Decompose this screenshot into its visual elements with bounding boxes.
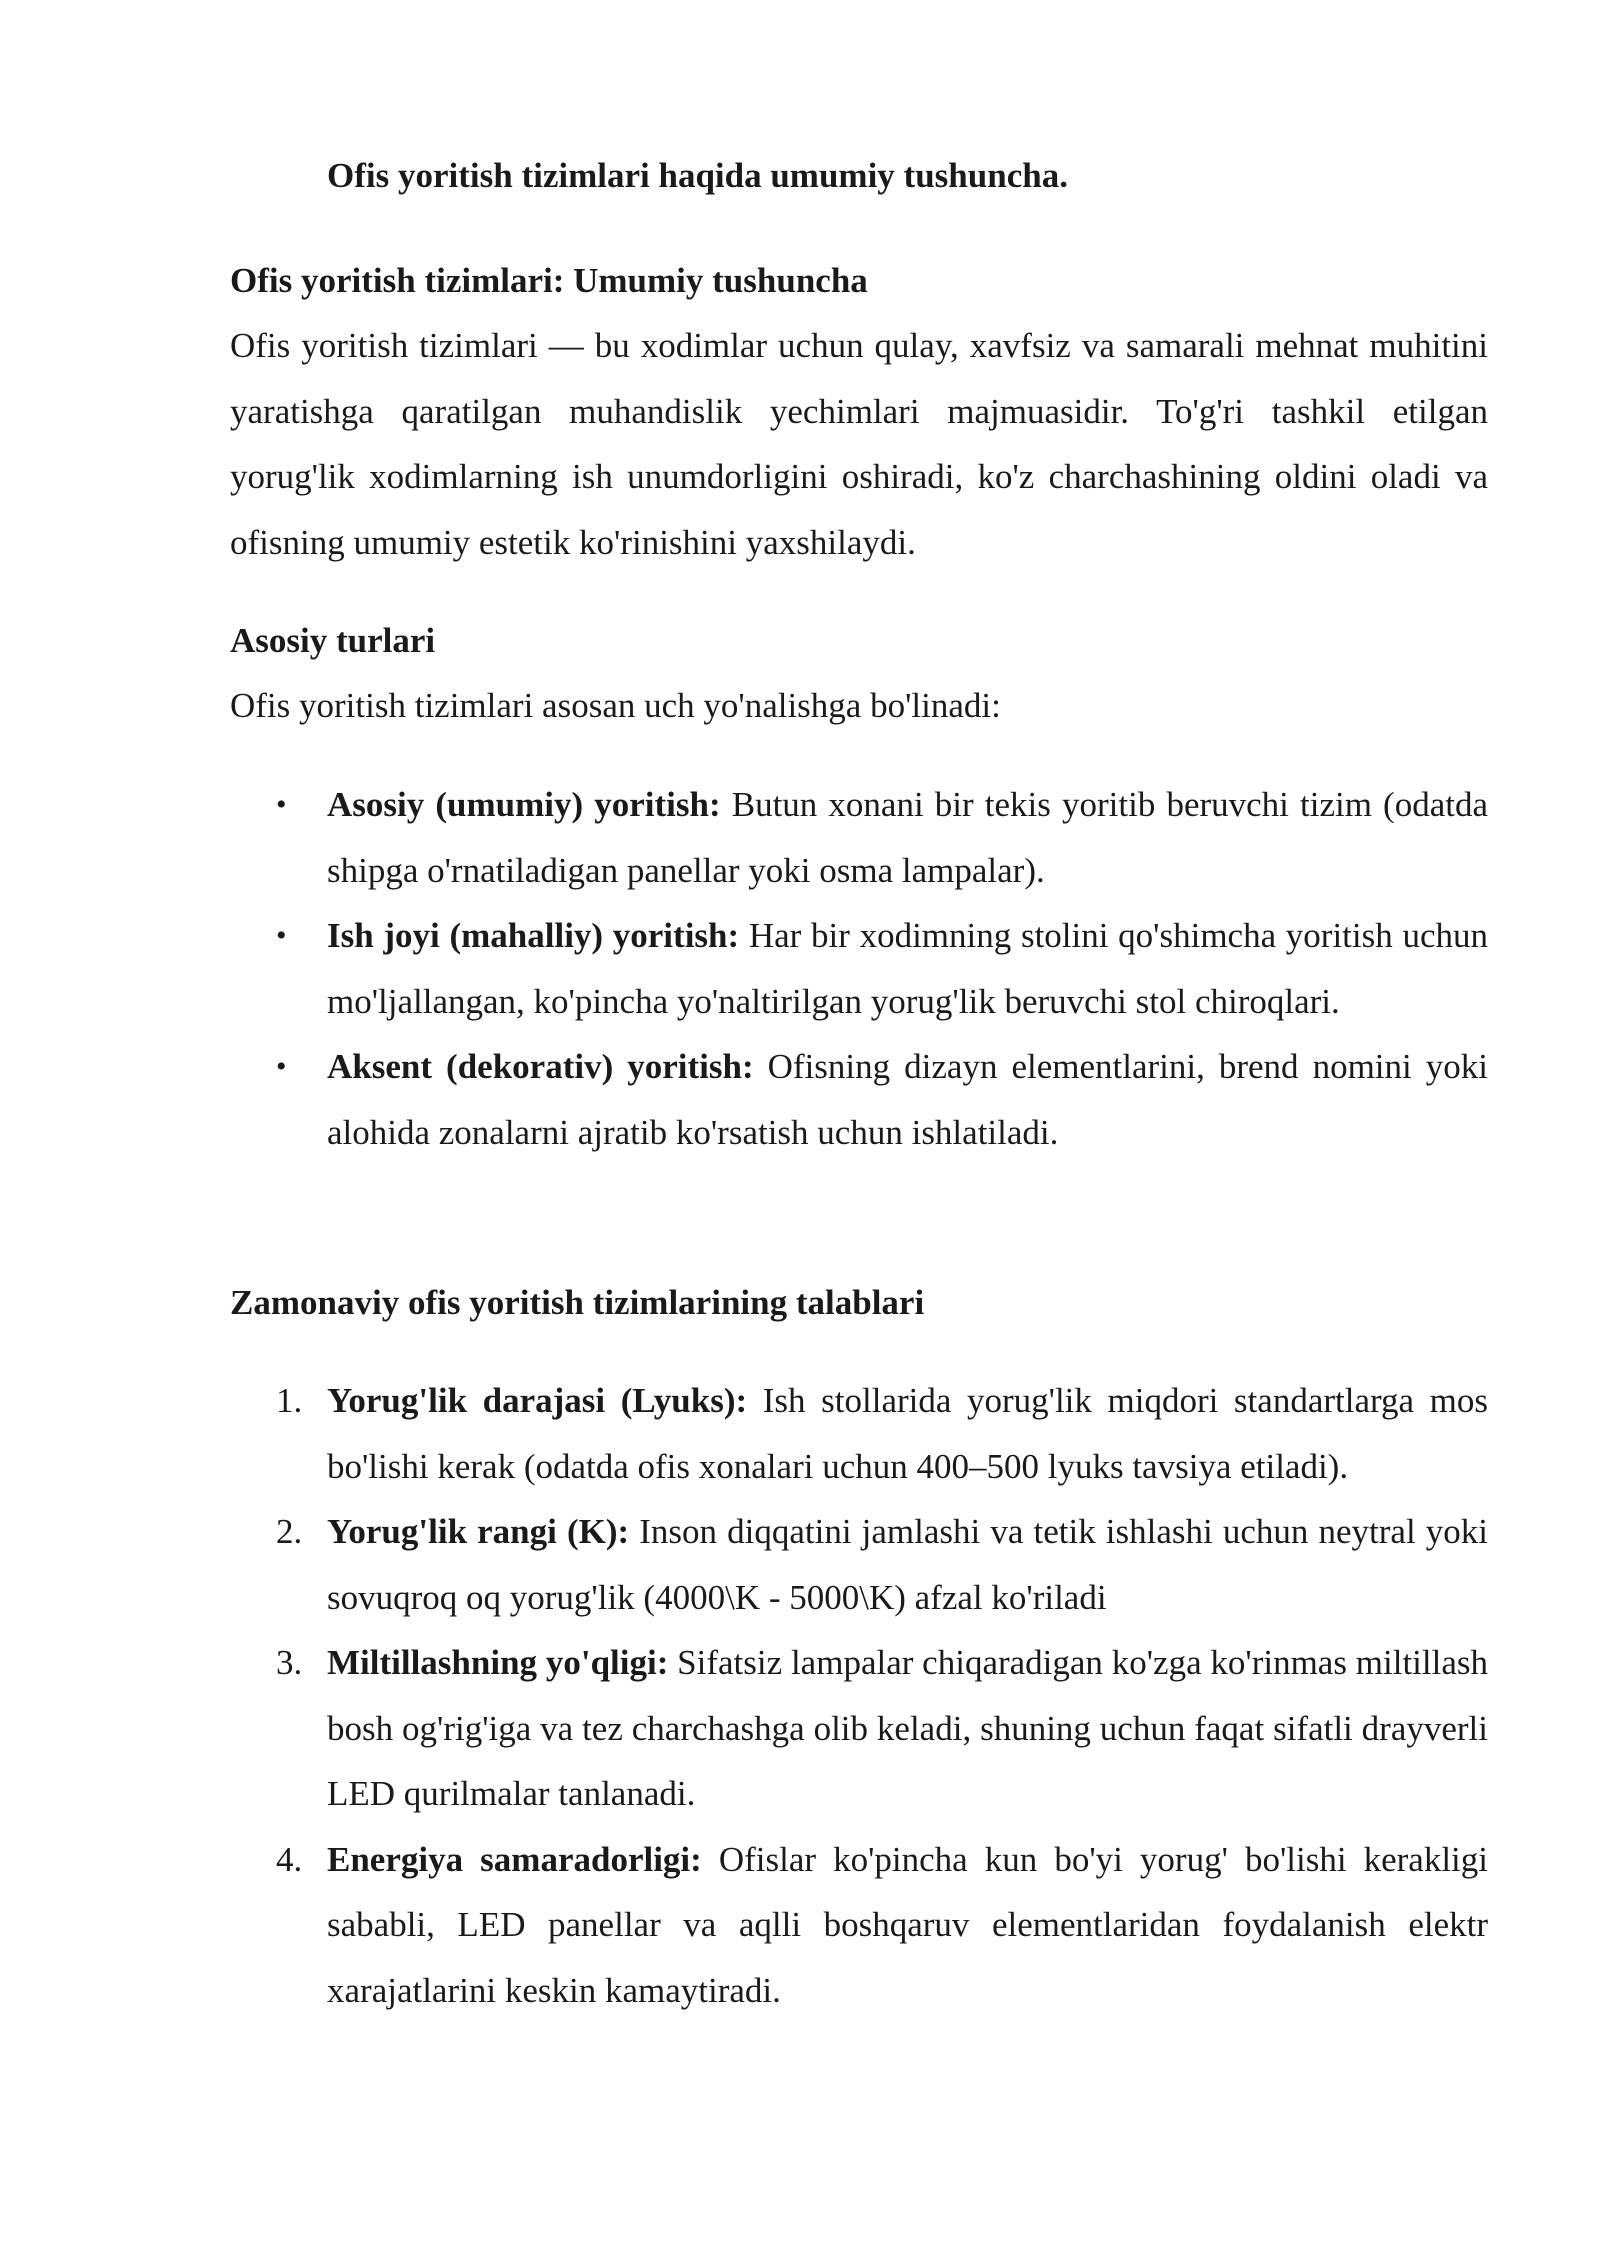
list-item-term: Aksent (dekorativ) yoritish:	[327, 1047, 754, 1086]
types-paragraph: Ofis yoritish tizimlari asosan uch yo'nalishga bo'linadi:	[230, 686, 1001, 725]
bullet-icon: •	[276, 788, 287, 821]
bullet-icon: •	[276, 919, 287, 952]
requirements-list	[230, 1368, 1488, 2023]
list-item-text: Ofisning dizayn elementlarini, brend nomini yoki alohida zonalarni ajratib ko'rsatish uchun ishlatiladi.	[327, 1047, 1488, 1152]
list-number: 4.	[276, 1839, 303, 1879]
requirements-section	[230, 1270, 1488, 1335]
list-item	[230, 903, 1488, 1034]
list-item-term: Miltillashning yo'qligi:	[327, 1643, 669, 1682]
list-item-term: Yorug'lik darajasi (Lyuks):	[327, 1381, 748, 1420]
list-item-text: Butun xonani bir tekis yoritib beruvchi tizim (odatda shipga o'rnatiladigan panellar yoki osma lampalar).	[327, 785, 1488, 890]
types-heading: Asosiy turlari	[230, 621, 436, 660]
intro-paragraph: Ofis yoritish tizimlari — bu xodimlar uchun qulay, xavfsiz va samarali mehnat muhitini yaratishga qaratilgan muhandislik yechimlari majmuasidir. To'g'ri tashkil etilgan yorug'lik xodimlarning ish unumdorligini oshiradi, ko'z charchashining oldini oladi va ofisning umumiy estetik ko'rinishini yaxshilaydi.	[230, 326, 1488, 562]
intro-section	[230, 248, 1488, 575]
list-item	[230, 1499, 1488, 1630]
requirements-heading: Zamonaviy ofis yoritish tizimlarining talablari	[230, 1283, 925, 1322]
list-number: 3.	[276, 1643, 303, 1682]
list-item-text: Ish stollarida yorug'lik miqdori standartlarga mos bo'lishi kerak (odatda ofis xonalari uchun 400–500 lyuks tavsiya etiladi).	[327, 1381, 1488, 1486]
list-item	[230, 1034, 1488, 1165]
types-list	[230, 772, 1488, 1165]
list-item-text: Har bir xodimning stolini qo'shimcha yoritish uchun mo'ljallangan, ko'pincha yo'naltirilgan yorug'lik beruvchi stol chiroqlari.	[327, 916, 1488, 1021]
list-item-text: Ofislar ko'pincha kun bo'yi yorug' bo'lishi kerakligi sababli, LED panellar va aqlli boshqaruv elementlaridan foydalanish elektr xarajatlarini keskin kamaytiradi.	[327, 1839, 1488, 2010]
types-section	[230, 608, 1488, 739]
intro-heading: Ofis yoritish tizimlari: Umumiy tushuncha	[230, 261, 868, 300]
list-number: 1.	[276, 1381, 303, 1420]
list-item-term: Energiya samaradorligi:	[327, 1839, 702, 1879]
list-item-text: Inson diqqatini jamlashi va tetik ishlashi uchun neytral yoki sovuqroq oq yorug'lik (4000\K - 5000\K) afzal ko'riladi	[327, 1512, 1488, 1617]
list-number: 2.	[276, 1512, 303, 1551]
list-item	[230, 1630, 1488, 1827]
list-item-term: Asosiy (umumiy) yoritish:	[327, 785, 721, 824]
bullet-icon: •	[276, 1050, 287, 1083]
list-item	[230, 1368, 1488, 1499]
list-item-text: Sifatsiz lampalar chiqaradigan ko'zga ko'rinmas miltillash bosh og'rig'iga va tez charchashga olib keladi, shuning uchun faqat sifatli drayverli LED qurilmalar tanlanadi.	[327, 1643, 1488, 1813]
document-title: Ofis yoritish tizimlari haqida umumiy tushuncha.	[327, 156, 1068, 195]
list-item-term: Ish joyi (mahalliy) yoritish:	[327, 916, 740, 955]
list-item-term: Yorug'lik rangi (K):	[327, 1512, 630, 1551]
list-item	[230, 772, 1488, 903]
list-item	[230, 1827, 1488, 2024]
